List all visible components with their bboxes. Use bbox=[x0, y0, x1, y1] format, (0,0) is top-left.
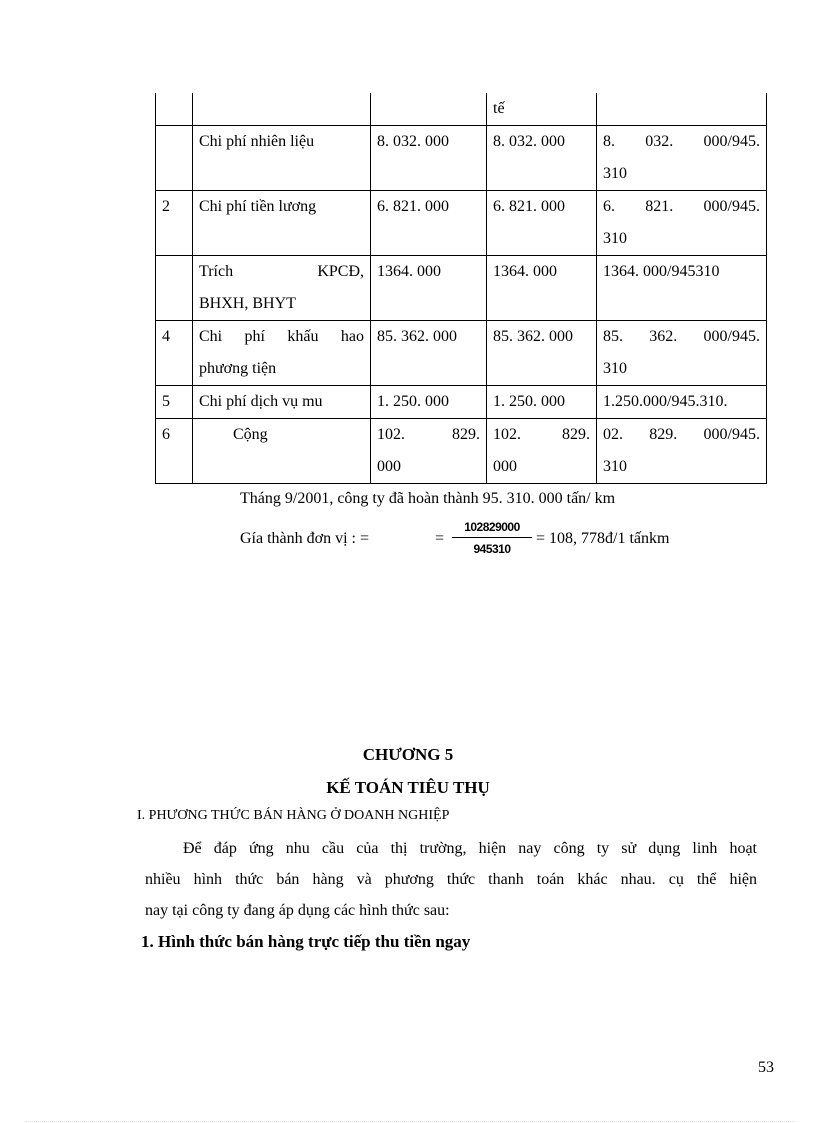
value-cell: 1364. 000/945310 bbox=[597, 256, 767, 321]
item-line: BHXH, BHYT bbox=[199, 295, 296, 312]
value-cell bbox=[597, 93, 767, 126]
value-cell bbox=[597, 419, 767, 484]
table-row bbox=[156, 256, 767, 321]
table-row bbox=[156, 386, 767, 419]
value-cell bbox=[597, 126, 767, 191]
value-cell: 6. 821. 000 bbox=[487, 191, 597, 256]
table-row bbox=[156, 93, 767, 126]
value-line: 000 bbox=[377, 458, 401, 475]
fraction-denominator: 945310 bbox=[473, 542, 511, 556]
unit-cost-fraction bbox=[452, 520, 532, 556]
table-row bbox=[156, 419, 767, 484]
paragraph-line: nhiều hình thức bán hàng và phương thức thanh toán khác nhau. cụ thể hiện bbox=[145, 871, 757, 888]
body-paragraph bbox=[145, 833, 757, 926]
page-number: 53 bbox=[758, 1059, 774, 1076]
chapter-title: KẾ TOÁN TIÊU THỤ bbox=[326, 778, 490, 797]
item-cell: Chi phí nhiên liệu bbox=[193, 126, 371, 191]
cost-table bbox=[155, 93, 767, 484]
value-cell bbox=[487, 419, 597, 484]
value-cell: 1364. 000 bbox=[371, 256, 487, 321]
unit-cost-result: = 108, 778đ/1 tấnkm bbox=[536, 530, 670, 547]
value-line: 310 bbox=[603, 458, 627, 475]
item-line: Chi phí khấu hao bbox=[199, 328, 364, 345]
paragraph-line: nay tại công ty đang áp dụng các hình thức sau: bbox=[145, 902, 450, 919]
item-cell: Chi phí dịch vụ mu bbox=[193, 386, 371, 419]
value-line: 310 bbox=[603, 360, 627, 377]
footer-divider bbox=[25, 1121, 795, 1122]
value-cell bbox=[597, 191, 767, 256]
row-number: 6 bbox=[156, 419, 193, 484]
value-line: 102. 829. bbox=[493, 426, 590, 443]
section-heading: I. PHƯƠNG THỨC BÁN HÀNG Ở DOANH NGHIỆP bbox=[137, 808, 450, 823]
value-cell: 85. 362. 000 bbox=[487, 321, 597, 386]
value-line: 02. 829. 000/945. bbox=[603, 426, 760, 443]
value-cell: 6. 821. 000 bbox=[371, 191, 487, 256]
value-line: 8. 032. 000/945. bbox=[603, 133, 760, 150]
row-number: 5 bbox=[156, 386, 193, 419]
value-cell: 85. 362. 000 bbox=[371, 321, 487, 386]
row-number: 2 bbox=[156, 191, 193, 256]
value-line: 310 bbox=[603, 230, 627, 247]
item-line: Trích KPCĐ, bbox=[199, 263, 364, 280]
value-cell bbox=[597, 321, 767, 386]
value-line: 310 bbox=[603, 165, 627, 182]
value-cell: tế bbox=[487, 93, 597, 126]
item-cell bbox=[193, 256, 371, 321]
row-number bbox=[156, 256, 193, 321]
chapter-number: CHƯƠNG 5 bbox=[362, 745, 454, 764]
item-cell bbox=[193, 321, 371, 386]
value-cell: 1.250.000/945.310. bbox=[597, 386, 767, 419]
table-row bbox=[156, 126, 767, 191]
row-number: 4 bbox=[156, 321, 193, 386]
total-label: Cộng bbox=[193, 419, 371, 484]
fraction-numerator: 102829000 bbox=[452, 520, 532, 538]
value-cell: 8. 032. 000 bbox=[487, 126, 597, 191]
item-cell bbox=[193, 93, 371, 126]
item-cell: Chi phí tiền lương bbox=[193, 191, 371, 256]
item-line: phương tiện bbox=[199, 360, 277, 377]
summary-line: Tháng 9/2001, công ty đã hoàn thành 95. 310. 000 tấn/ km bbox=[240, 490, 616, 507]
value-line: 6. 821. 000/945. bbox=[603, 198, 760, 215]
value-cell: 1. 250. 000 bbox=[371, 386, 487, 419]
value-line: 000 bbox=[493, 458, 517, 475]
row-number bbox=[156, 126, 193, 191]
value-line: 85. 362. 000/945. bbox=[603, 328, 760, 345]
paragraph-line: Để đáp ứng nhu cầu của thị trường, hiện nay công ty sử dụng linh hoạt bbox=[183, 840, 757, 857]
value-cell: 1. 250. 000 bbox=[487, 386, 597, 419]
value-line: 102. 829. bbox=[377, 426, 480, 443]
value-cell: 1364. 000 bbox=[487, 256, 597, 321]
value-cell bbox=[371, 419, 487, 484]
subsection-heading: 1. Hình thức bán hàng trực tiếp thu tiền ngay bbox=[141, 932, 471, 951]
row-number bbox=[156, 93, 193, 126]
value-cell: 8. 032. 000 bbox=[371, 126, 487, 191]
table-row bbox=[156, 321, 767, 386]
equals-sign: = bbox=[435, 530, 445, 547]
table-row bbox=[156, 191, 767, 256]
unit-cost-label: Gía thành đơn vị : = bbox=[240, 530, 370, 547]
value-cell bbox=[371, 93, 487, 126]
